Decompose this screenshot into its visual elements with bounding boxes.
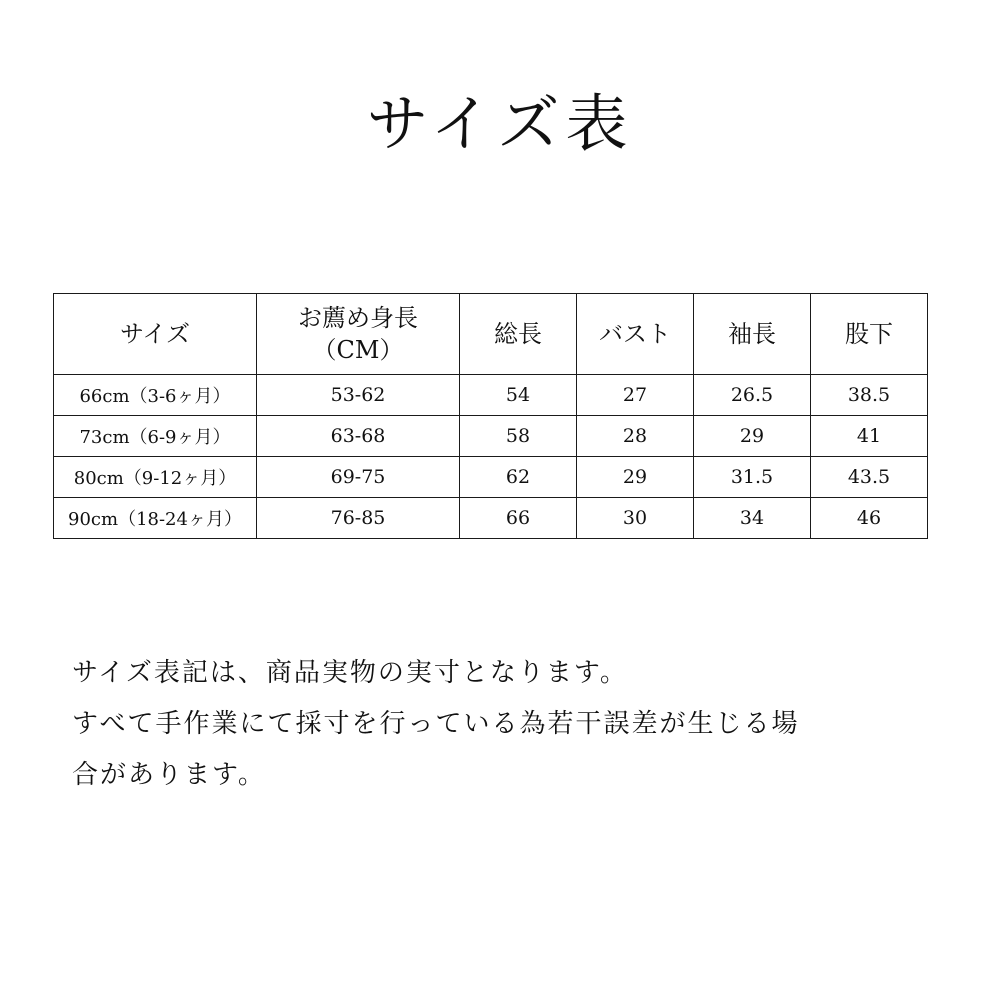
- cell-recommended-height: 76-85: [257, 498, 460, 539]
- cell-recommended-height: 63-68: [257, 416, 460, 457]
- header-inseam: 股下: [811, 294, 928, 375]
- header-sleeve-length: 袖長: [694, 294, 811, 375]
- page-title: サイズ表: [366, 87, 634, 160]
- cell-size: 66cm（3-6ヶ月）: [54, 375, 257, 416]
- cell-total-length: 66: [460, 498, 577, 539]
- table-header-row: [54, 294, 928, 375]
- cell-bust: 27: [577, 375, 694, 416]
- cell-bust: 29: [577, 457, 694, 498]
- note-line: すべて手作業にて採寸を行っている為若干誤差が生じる場: [72, 709, 800, 739]
- size-notes: [72, 648, 952, 801]
- cell-size: 73cm（6-9ヶ月）: [54, 416, 257, 457]
- cell-inseam: 41: [811, 416, 928, 457]
- table-row: [54, 457, 928, 498]
- cell-size: 80cm（9-12ヶ月）: [54, 457, 257, 498]
- table-row: [54, 416, 928, 457]
- cell-recommended-height: 69-75: [257, 457, 460, 498]
- cell-bust: 30: [577, 498, 694, 539]
- note-line: 合があります。: [72, 760, 266, 790]
- header-bust: バスト: [577, 294, 694, 375]
- cell-size: 90cm（18-24ヶ月）: [54, 498, 257, 539]
- header-total-length: 総長: [460, 294, 577, 375]
- header-size: サイズ: [54, 294, 257, 375]
- cell-total-length: 54: [460, 375, 577, 416]
- cell-total-length: 62: [460, 457, 577, 498]
- cell-sleeve-length: 31.5: [694, 457, 811, 498]
- cell-inseam: 46: [811, 498, 928, 539]
- cell-sleeve-length: 29: [694, 416, 811, 457]
- size-table: [53, 293, 928, 539]
- cell-sleeve-length: 26.5: [694, 375, 811, 416]
- note-line: サイズ表記は、商品実物の実寸となります。: [72, 658, 628, 688]
- cell-bust: 28: [577, 416, 694, 457]
- cell-total-length: 58: [460, 416, 577, 457]
- cell-recommended-height: 53-62: [257, 375, 460, 416]
- table-row: [54, 375, 928, 416]
- cell-inseam: 38.5: [811, 375, 928, 416]
- header-recommended-height: お薦め身長 （CM）: [257, 294, 460, 375]
- cell-sleeve-length: 34: [694, 498, 811, 539]
- table-row: [54, 498, 928, 539]
- cell-inseam: 43.5: [811, 457, 928, 498]
